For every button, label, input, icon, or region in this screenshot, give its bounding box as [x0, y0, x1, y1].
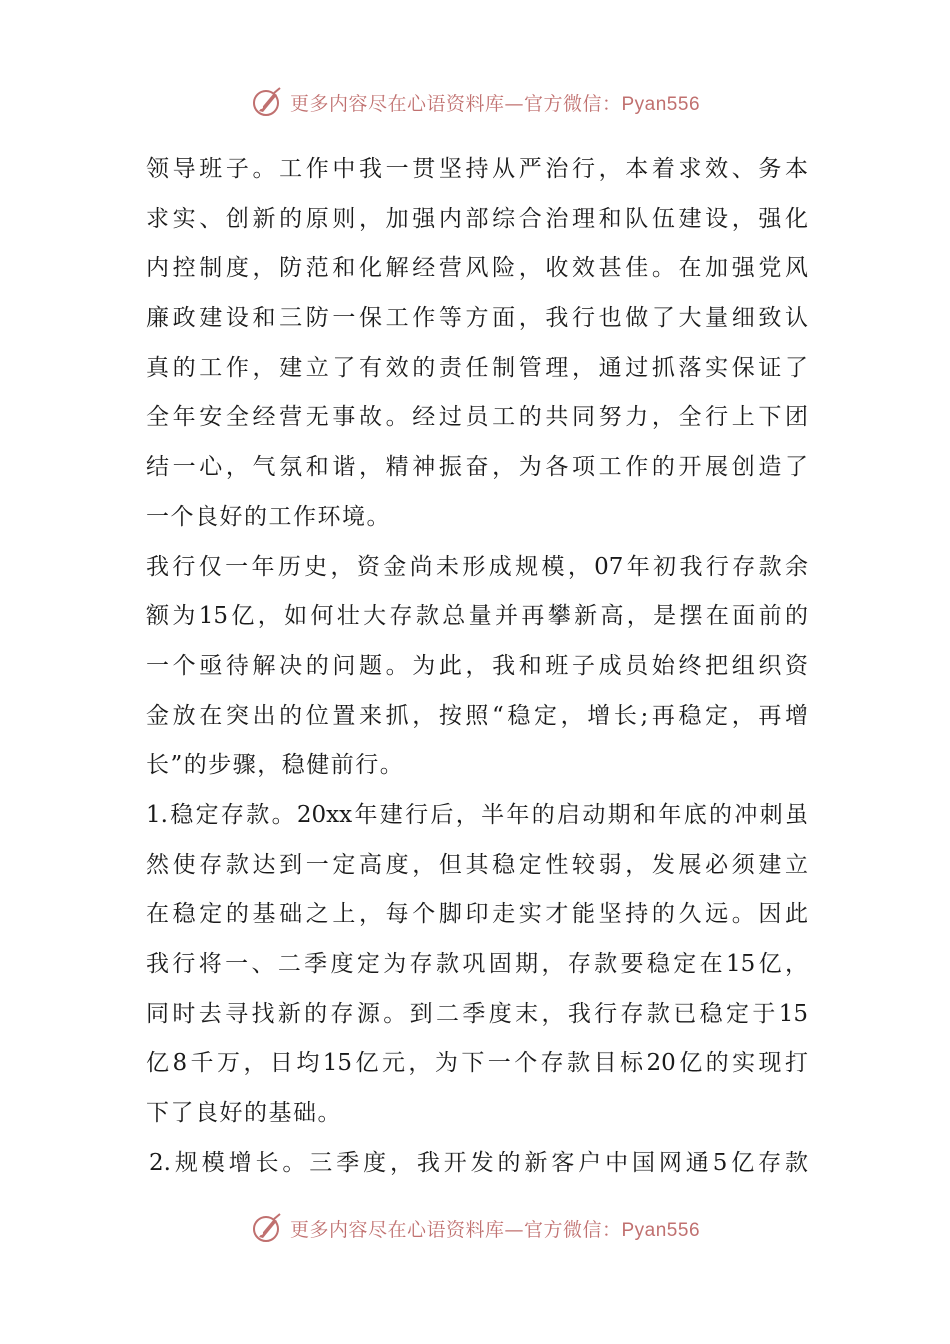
text-line: 内控制度，防范和化解经营风险，收效甚佳。在加强党风: [146, 255, 808, 282]
text-line: 亿8千万，日均15亿元，为下一个存款目标20亿的实现打: [146, 1050, 808, 1077]
text-line: 一个良好的工作环境。: [146, 503, 391, 530]
banner-site: 更多内容尽在心语资料库: [289, 1218, 505, 1241]
text-line: 我行将一、二季度定为存款巩固期，存款要稳定在15亿，: [146, 951, 808, 977]
text-line: 1.稳定存款。20xx年建行后，半年的启动期和年底的冲刺虽: [146, 801, 808, 828]
banner-text: [290, 89, 700, 116]
text-line: 结一心，气氛和谐，精神振奋，为各项工作的开展创造了: [146, 454, 808, 481]
header-banner: [0, 82, 950, 122]
document-body: [146, 145, 808, 1188]
text-line: 2.规模增长。三季度，我开发的新客户中国网通5亿存款: [149, 1149, 808, 1176]
quill-logo-icon: [250, 1211, 284, 1245]
text-line: 长”的步骤，稳健前行。: [146, 752, 405, 779]
text-line: 同时去寻找新的存源。到二季度末，我行存款已稳定于15: [146, 1000, 808, 1027]
banner-site: 更多内容尽在心语资料库: [289, 92, 505, 115]
text-line: 额为15亿，如何壮大存款总量并再攀新高，是摆在面前的: [146, 603, 808, 630]
banner-text: [290, 1215, 700, 1242]
footer-banner: [0, 1208, 950, 1248]
text-line: 一个亟待解决的问题。为此，我和班子成员始终把组织资: [146, 652, 808, 679]
banner-dash: —: [504, 1218, 524, 1241]
text-line: 我行仅一年历史，资金尚未形成规模，07年初我行存款余: [146, 553, 808, 580]
banner-account: Pyan556: [621, 93, 701, 115]
banner-label: 官方微信：: [523, 92, 622, 115]
text-line: 下了良好的基础。: [146, 1100, 342, 1127]
text-line: 然使存款达到一定高度，但其稳定性较弱，发展必须建立: [146, 851, 808, 878]
text-line: 全年安全经营无事故。经过员工的共同努力，全行上下团: [146, 404, 808, 431]
quill-logo-icon: [250, 85, 284, 119]
text-line: 廉政建设和三防一保工作等方面，我行也做了大量细致认: [146, 305, 808, 332]
text-line: 真的工作，建立了有效的责任制管理，通过抓落实保证了: [146, 354, 808, 381]
banner-label: 官方微信：: [523, 1218, 622, 1241]
text-line: 在稳定的基础之上，每个脚印走实才能坚持的久远。因此: [146, 901, 808, 928]
text-line: 求实、创新的原则，加强内部综合治理和队伍建设，强化: [146, 205, 808, 232]
banner-account: Pyan556: [621, 1219, 701, 1241]
text-line: 金放在突出的位置来抓，按照“稳定，增长;再稳定，再增: [146, 702, 808, 729]
banner-dash: —: [504, 92, 524, 115]
text-line: 领导班子。工作中我一贯坚持从严治行，本着求效、务本: [146, 156, 808, 182]
